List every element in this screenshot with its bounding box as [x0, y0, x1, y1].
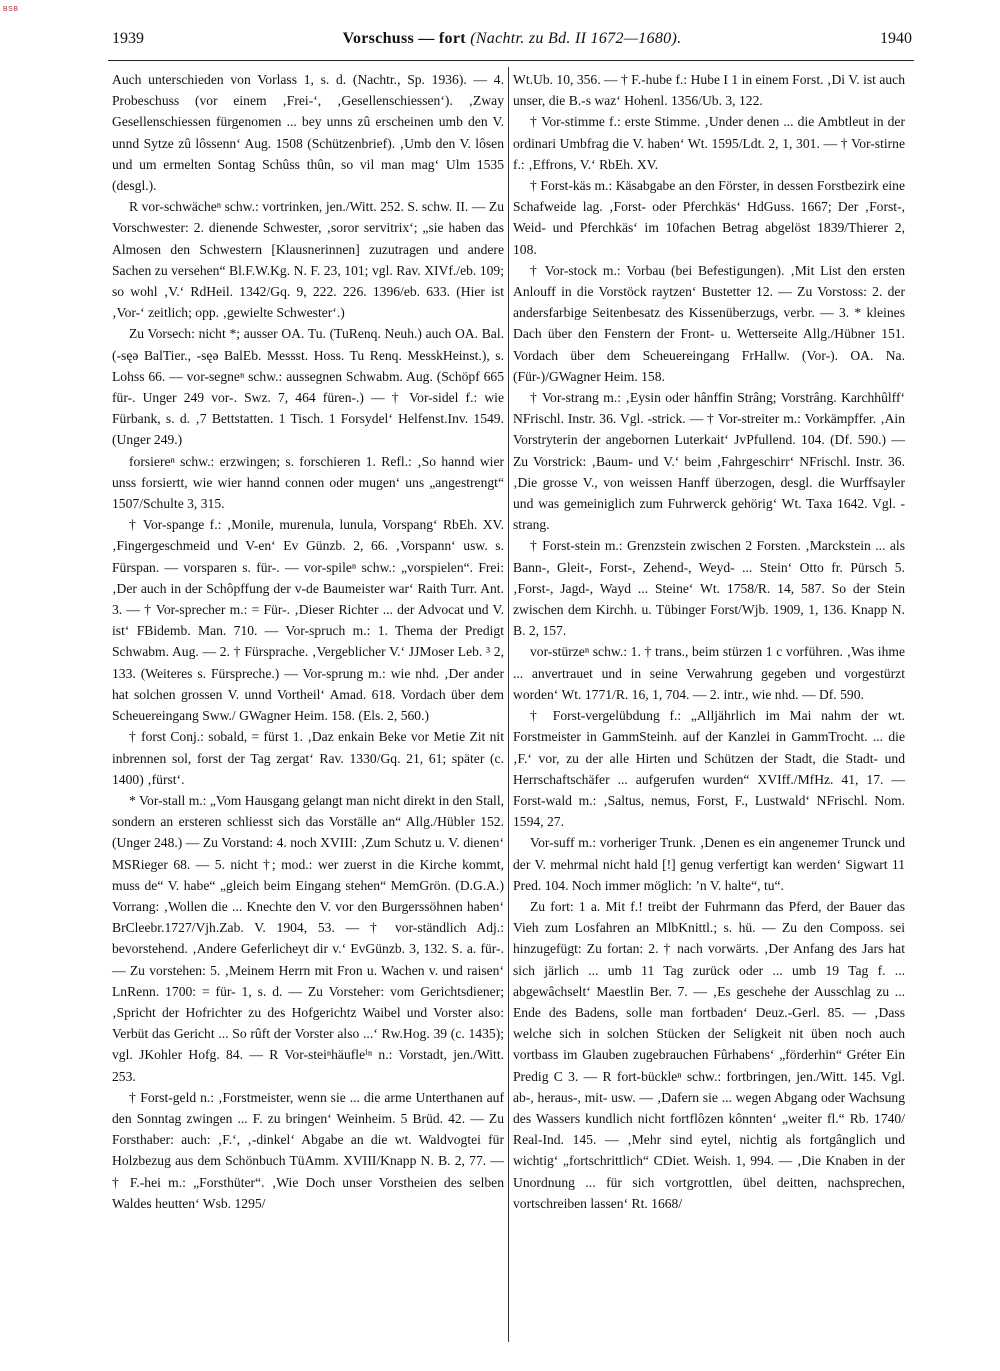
entry-paragraph: † Vor-strang m.: ‚Eysin oder hânffin Strâng; Vorstrâng. Karchhûlff‘ NFrischl. Instr. 36. Vgl. -strick. — † Vor-streiter m.: Vorkämpffer. ‚Ain Vorstryterin der angebornen Luterkait‘ JvPfullend. 104. (Df. 590.) — Zu Vorstrick: ‚Baum- und V.‘ beim ‚Fahrgeschirr‘ NFrischl. Instr. 36. ‚Die grosse V., von weissen Hanff überzogen, desgl. die Wurffsayler und was gemeiniglich zum Fuhrwerck gehörig‘ Wt. Taxa 1642. Vgl. -strang. — [513, 390, 905, 533]
entry-paragraph: Wt.Ub. 10, 356. — † F.-hube f.: Hube I 1 in einem Forst. ‚Di V. ist auch unser, die B.-s waz‘ Hohenl. 1356/Ub. 3, 122. — [513, 72, 905, 109]
entry-paragraph: † Vor-stimme f.: erste Stimme. ‚Under denen ... die Ambtleut in der ordinari Umbfrag die V. haben‘ Wt. 1595/Ldt. 2, 1, 301. — † Vor-stirne f.: ‚Effrons, V.‘ RbEh. XV. — [513, 114, 905, 172]
header-rule — [108, 60, 914, 61]
entry-paragraph: † Vor-spange f.: ‚Monile, murenula, lunula, Vorspang‘ RbEh. XV. ‚Fingergeschmeid und V-en‘ Ev Günzb. 2, 66. ‚Vorspann‘ usw. s. Fürspan. — vorsparen s. für-. — vor-spileⁿ schw.: „vorspielen“. Frei: ‚Der auch in der Schôpffung der v-de Baumeister war‘ Raith Turr. Ant. 3. — † Vor-sprecher m.: = Für-. ‚Dieser Richter ... der Advocat und V. ist‘ FBidemb. Man. 710. — Vor-spruch m.: 1. Thema der Predigt Schwabm. Aug. — 2. † Fürsprache. ‚Vergeblicher V.‘ JJMoser Leb. ³ 2, 133. (Weiteres s. Fürspreche.) — Vor-sprung m.: wie nhd. ‚Der ander hat solchen grossen V. unnd Vortheil‘ Amad. 618. Vordach über dem Scheuereingang Sww./ GWagner Heim. 158. (Els. 2, 560.) — [112, 517, 504, 724]
page-number-right: 1940 — [880, 30, 912, 47]
entry-paragraph: R vor-schwächeⁿ schw.: vortrinken, jen./Witt. 252. S. schw. II. — Zu Vorschwester: 2. dienende Schwester, ‚soror servitrix‘; „sie haben das Almosen den Schwestern [Klausnerinnen] zuzutragen und andere Sachen zu versehen“ Bl.F.W.Kg. N. F. 23, 101; vgl. Rav. XIVf./eb. 109; so wohl ‚V.‘ RdHeil. 1342/Gq. 9, 222. 226. 1396/eb. 633. (Hier ist ‚Vor-‘ zeitlich; opp. ‚gewielte Schwester‘.) — [112, 199, 504, 321]
entry-paragraph: † Forst-käs m.: Käsabgabe an den Förster, in dessen Forstbezirk eine Schafweide lag. ‚Forst- oder Pferchkäs‘ HdGuss. 1667; Der ‚Forst-, Weid- und Pferchkäs‘ im 10fachen Betrag abgelöst 1839/Thierer 2, 108. — [513, 178, 905, 257]
entry-paragraph: † Forst-geld n.: ‚Forstmeister, wenn sie ... die arme Unterthanen auf den Sonntag zwingen ... F. zu bringen‘ Weinheim. 5 Brüd. 42. — Zu Forsthaber: auch: ‚F.‘, ‚-dinkel‘ Abgabe an die wt. Waldvogtei für Holzbezug aus dem Schönbuch TüAmm. XVIII/Knapp N. B. 2, 77. — † F.-hei m.: „Forsthüter“. ‚Wie Doch unser Vorstheien des selben Waldes heutten‘ Wsb. 1295/ — [112, 1089, 504, 1211]
entry-paragraph: Vor-suff m.: vorheriger Trunk. ‚Denen es ein angenemer Trunck und der V. mehrmal nicht hald [!] genug verfertigt kan werden‘ Sigwart 11 Pred. 104. Noch immer möglich: ’n V. halte“, tu“. — [513, 835, 905, 893]
entry-paragraph: † Forst-vergelübdung f.: „Alljährlich im Mai nahm der wt. Forstmeister in GammSteinh. auf der Kanzlei in GammTrocht. ... die ‚F.‘ vor, zu der alle Hirten und Schützen der Stadt, die Stadt- und Herrschaftschäfer ... aufgerufen wurden“ XVIff./MfHz. 41, 17. — Forst-wald m.: ‚Saltus, nemus, Forst, F., Lustwald‘ NFrischl. Nom. 1594, 27. — [513, 708, 905, 830]
entry-paragraph: † forst Conj.: sobald, = fürst 1. ‚Daz enkain Beke vor Metie Zit nit inbrennen sol, forst der Tag zergat‘ Rav. 1330/Gq. 21, 61; später (c. 1400) ‚fürst‘. — [112, 729, 504, 787]
entry-paragraph: † Vor-stock m.: Vorbau (bei Befestigungen). ‚Mit List den ersten Anlouff in die Vorstöck raytzen‘ Bustetter 12. — Zu Vorstoss: 2. der andersfarbige Seitenbesatz des Kissenüberzugs, verbr. — 3. * kleines Dach über den Fenstern der Front- u. Wetterseite Allg./Hübner 151. Vordach über dem Scheuereingang FrHallw. (Vor-). OA. Na. (Für-)/GWagner Heim. 158. — [513, 262, 905, 384]
right-column — [513, 69, 905, 1214]
left-column — [112, 69, 504, 1214]
entry-paragraph: vor-stürzeⁿ schw.: 1. † trans., beim stürzen 1 c vorführen. ‚Was ihme ... anvertrauet und in seine Verwahrung gegeben und vorgestürzt worden‘ Wt. 1771/R. 16, 1, 704. — 2. intr., wie nhd. — Df. 590. — [513, 644, 905, 702]
header-title — [112, 30, 912, 48]
entry-paragraph: Zu fort: 1 a. Mit f.! treibt der Fuhrmann das Pferd, der Bauer das Vieh zum Losfahren an MlbKnittl.; s. hü. — Zu den Composs. sei hinzugefügt: Zu fortan: 2. † nach vorwärts. ‚Der Anfang des Jars hat sich järlich ... umb 11 Tag zurück oder ... umb 19 Tag f. ... abgewâchselt‘ Maestlin Ber. 7. — ‚Es geschehe der Ausschlag zu ... Ende des Badens, solle man fortbaden‘ Deuz.-Gerl. 85. — ‚Dass welche sich in solchen Stücken der Seligkeit nit üben noch auch vortbass im Glauben zugebrauchen Fûrhabens‘ „förderhin“ Gréter Ein Predig C 3. — R fort-bückleⁿ schw.: fortbringen, jen./Witt. 145. Vgl. ab-, heraus-, mit- usw. — ‚Dafern sie ... wegen Abgang oder Wachsung des Wassers kundlich nicht fortflôzen kônnten‘ „weiter fl.“ Rb. 1740/ Real-Ind. 145. — ‚Mehr sind eytel, nichtig als fortgânglich und wichtig‘ „fortschrittlich“ CDiet. Weish. 1, 994. — ‚Die Knaben in der Unordnung ... für sich vortgrottlen, übel deitten, nachsprechen, vortschreiben lassen‘ Rt. 1668/ — [513, 898, 905, 1211]
entry-paragraph: † Forst-stein m.: Grenzstein zwischen 2 Forsten. ‚Marckstein ... als Bann-, Gleit-, Forst-, Zehend-, Weyd- ... Stein‘ Otto fr. Pürsch 5. ‚Forst-, Jagd-, Wayd ... Steine‘ Wt. 1758/R. 14, 587. So der Stein zwischen dem Kirchh. u. Tübinger Forst/Wjb. 1909, 1, 136. Knapp N. B. 2, 157. — [513, 538, 905, 639]
entry-paragraph: forsiereⁿ schw.: erzwingen; s. forschieren 1. Refl.: ‚So hannd wier unss forsiertt, wie wier hannd connen oder mugen‘ uns „angestrengt“ 1507/Schulte 3, 315. — [112, 453, 504, 512]
entry-paragraph: Auch unterschieden von Vorlass 1, s. d. (Nachtr., Sp. 1936). — 4. Probeschuss (vor einem ‚Frei-‘, ‚Gesellenschiessen‘). ‚Zway Gesellenschiessen fürgenomen ... bey unns zû erscheinen umb den V. unnd Sytze zû lôssenn‘ Aug. 1508 (Schützenbrief). ‚Umb den V. lôsen und um ermelten Sontag Schûss thûn, so vil man mag‘ Ulm 1535 (desgl.). — [112, 72, 504, 194]
header-title-note: (Nachtr. zu Bd. II 1672—1680). — [470, 30, 682, 47]
column-divider — [508, 67, 509, 1342]
page-number-left: 1939 — [112, 30, 144, 47]
entry-paragraph: Zu Vorsech: nicht *; ausser OA. Tu. (TuRenq. Neuh.) auch OA. Bal. (-sęə BalTier., -sęə BalEb. Messst. Hoss. Tu Renq. MesskHeinst.), s. Lohss 66. — vor-segneⁿ schw.: aussegnen Schwabm. Aug. (Schöpf 665 für-. Unger 249 vor-. Swz. 7, 464 füren-.) — † Vor-sidel f.: wie Fürbank, s. d. ‚7 Bettstatten. 1 Tisch. 1 Forsydel‘ Helfenst.Inv. 1549. (Unger 249.) — [112, 326, 504, 448]
library-stamp: BSB — [3, 6, 19, 13]
header-title-main: Vorschuss — fort — [342, 30, 466, 47]
running-header — [112, 30, 912, 56]
entry-paragraph: * Vor-stall m.: „Vom Hausgang gelangt man nicht direkt in den Stall, sondern an ersteren schliesst sich das Vorställe an“ Allg./Hübler 152. (Unger 248.) — Zu Vorstand: 4. noch XVIII: ‚Zum Schutz u. V. dienen‘ MSRieger 68. — 5. nicht †; mod.: wer zuerst in die Kirche kommt, muss de“ V. habe“ „gleich beim Eingang stehen“ MemGrön. (D.G.A.) Vorrang: ‚Wollen die ... Knechte den V. vor den Burgerssöhnen haben‘ BrCleebr.1727/Vjh.Zab. V. 1904, 53. — † vor-ständlich Adj.: bevorstehend. ‚Andere Geferlicheyt dir v.‘ EvGünzb. 3, 132. S. a. für-. — Zu vorstehen: 5. ‚Meinem Herrn mit Fron u. Wachen v. und raisen‘ LnRenn. 1700: = für- 1, s. d. — Zu Vorsteher: vom Gerichtsdiener; ‚Spricht der Hofrichter zu des Hofgerichtz Waibel und Vorster also: Verbüt das Gericht ... So rûft der Vorster also ...‘ Rw.Hog. 39 (c. 1435); vgl. JKohler Hofg. 84. — R Vor-steiⁿhäufleⁱⁿ n.: Vorstadt, jen./Witt. 253. — [112, 792, 504, 1084]
